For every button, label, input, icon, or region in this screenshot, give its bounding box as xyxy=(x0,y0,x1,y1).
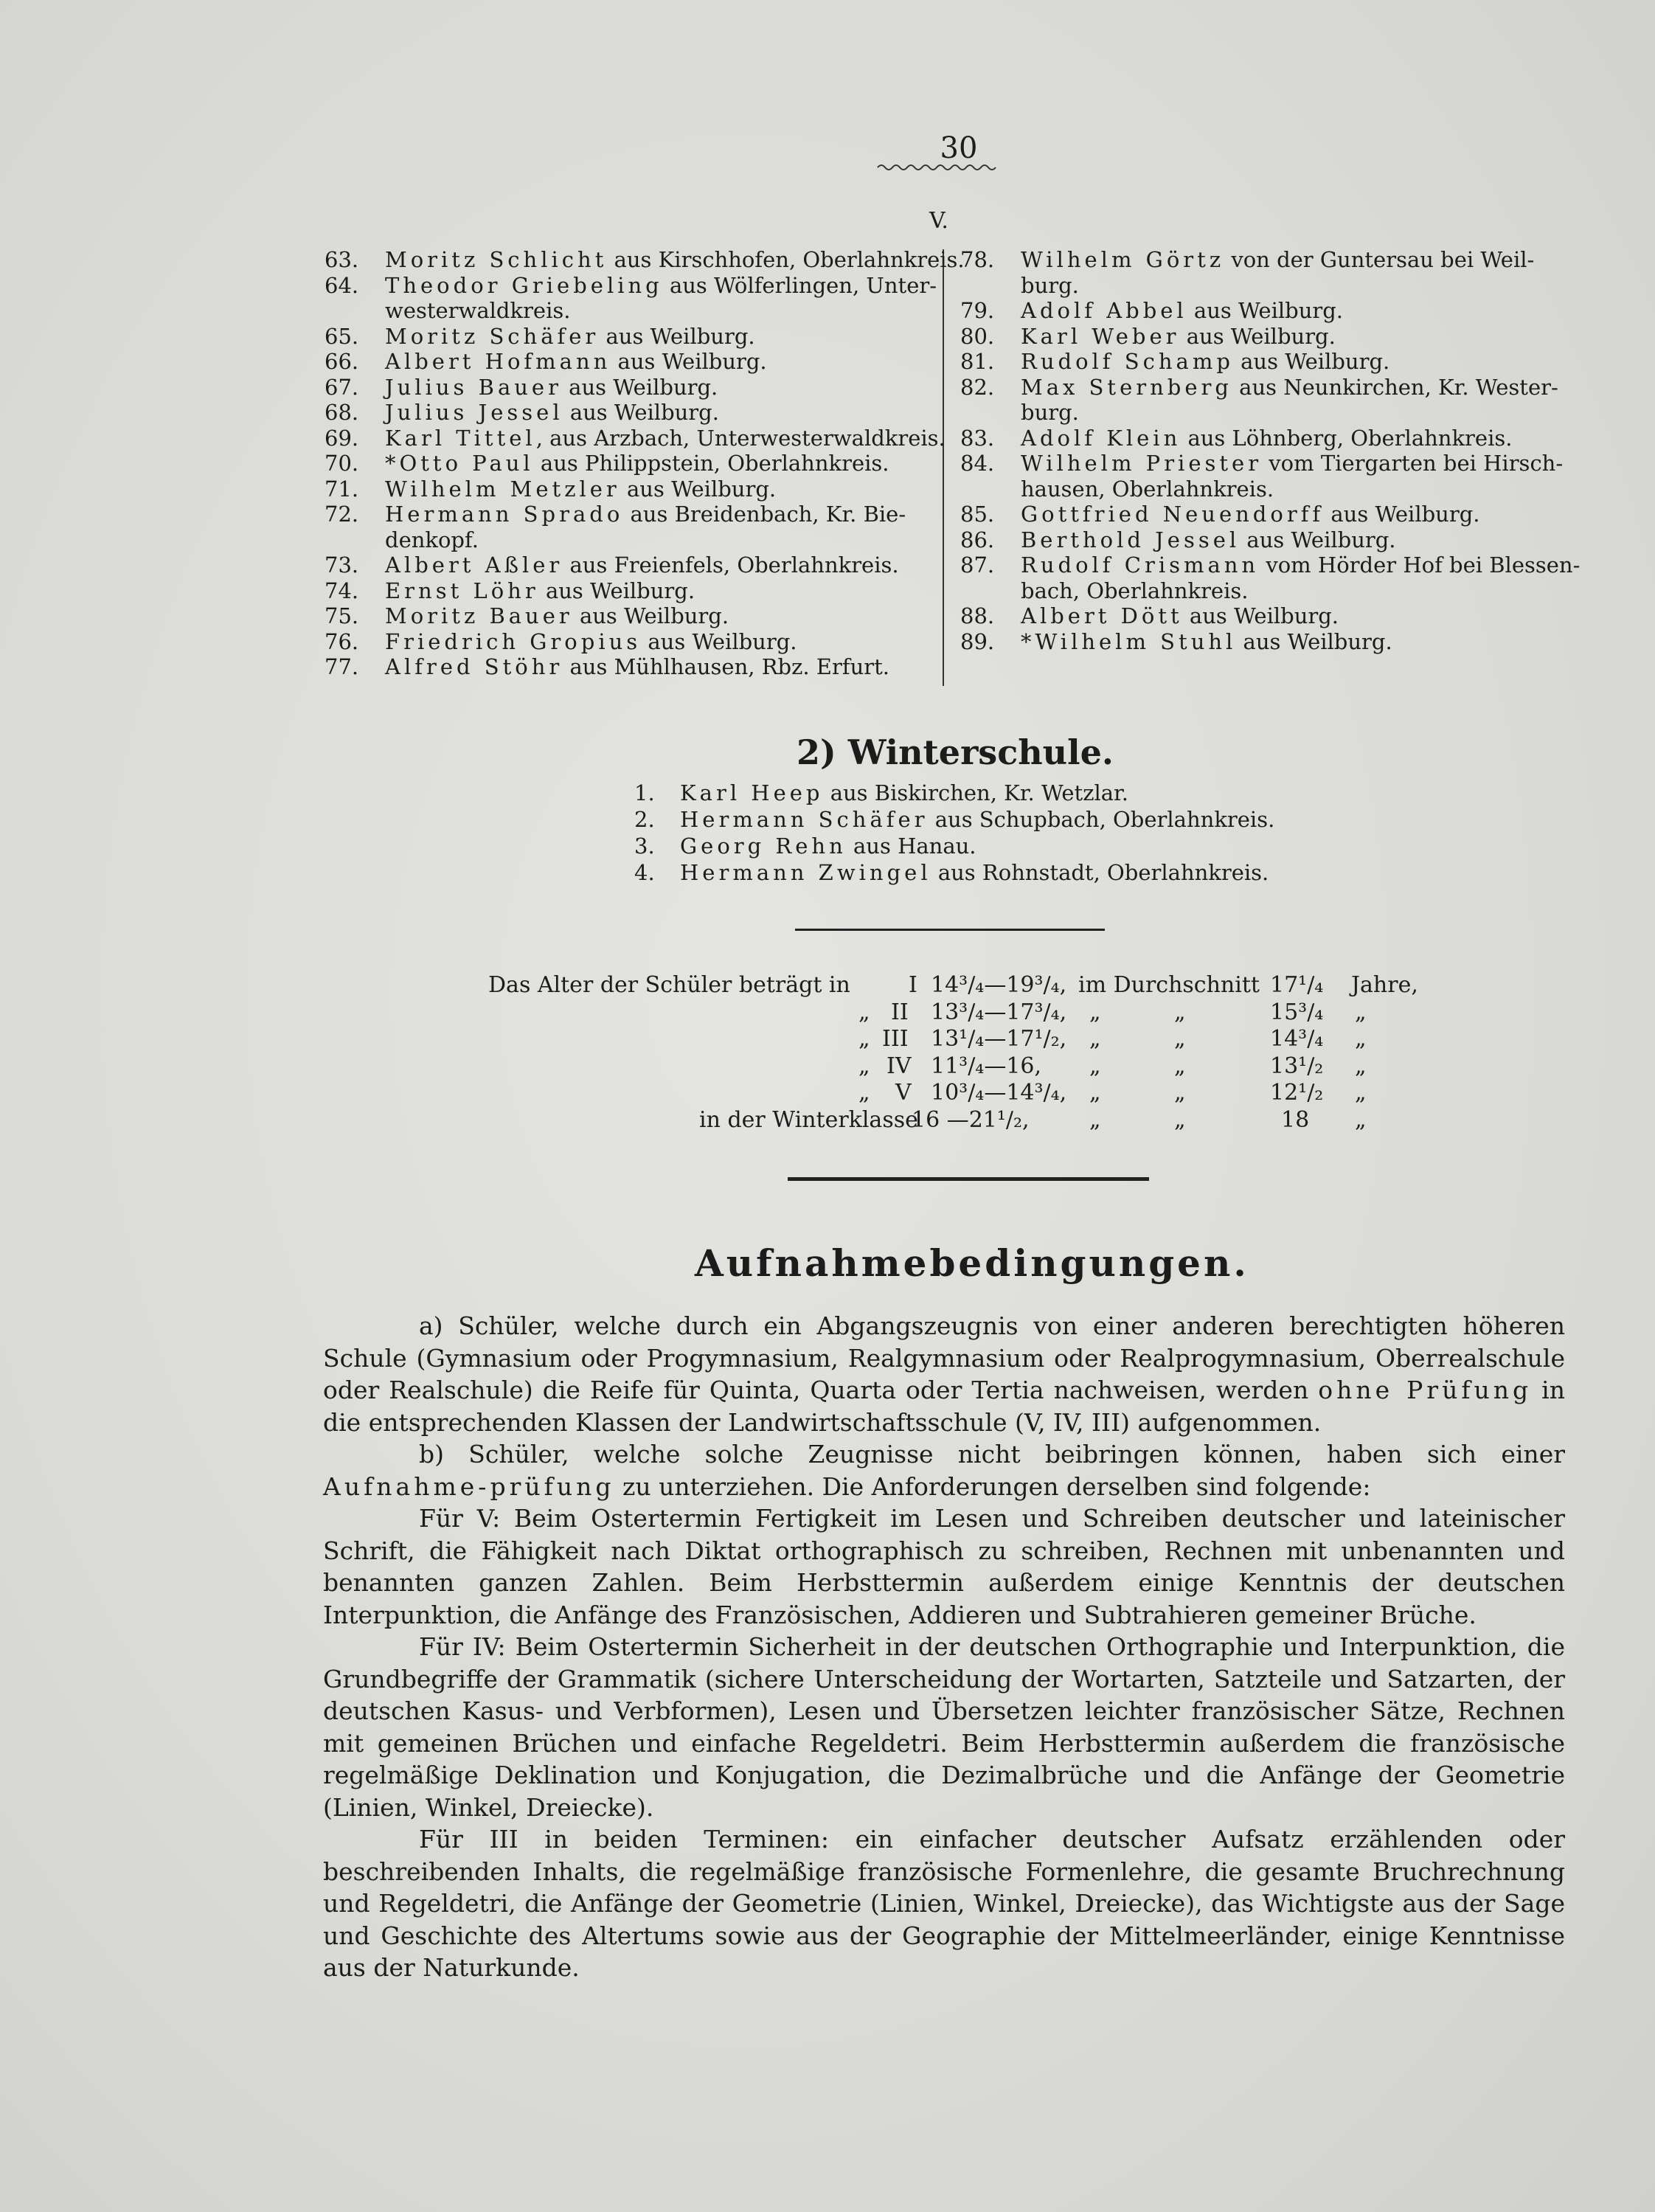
paragraph-b: b) Schüler, welche solche Zeugnisse nicht beibringen können, haben sich einer Aufnahme-prüfung zu unterziehen. Die Anforderungen derselben sind folgende: xyxy=(323,1440,1565,1501)
list-item: 68. Julius Jessel aus Weilburg. xyxy=(325,400,719,425)
list-item: 74. Ernst Löhr aus Weilburg. xyxy=(325,578,695,603)
divider-rule-thick xyxy=(788,1177,1149,1181)
list-item: 66. Albert Hofmann aus Weilburg. xyxy=(325,349,767,374)
list-item: 88. Albert Dött aus Weilburg. xyxy=(960,603,1339,628)
list-item: burg. xyxy=(1021,400,1079,425)
column-divider xyxy=(943,249,944,686)
list-item: 79. Adolf Abbel aus Weilburg. xyxy=(960,298,1344,323)
scanned-page: 30 V. 63. Moritz Schlicht aus Kirschhofen, Oberlahnkreis. 64. Theodor Griebeling aus Wölferlingen, Unter- westerwaldkreis. 65. Moritz Schäfer aus Weilburg. 66. Albert Hofmann aus Weilburg. 67. Julius Bauer aus Weilburg. 68. Julius Jessel aus Weilburg. 69. Karl Tittel, aus Arzbach, Unterwesterwaldkreis. 70. *Otto Paul aus Philippstein, Oberlahnkreis. 71. Wilhelm Metzler aus Weilburg. 72. Hermann Sprado aus Breidenbach, Kr. Bie- denkopf. 73. Albert Aßler aus Freienfels, Oberlahnkreis. 74. Ernst Löhr aus Weilburg. 75. Moritz Bauer aus Weilburg. 76. Friedrich Gropius aus Weilburg. 77. Alfred Stöhr aus Mühlhausen, Rbz. Erfurt. 78. Wilhelm Görtz von der Guntersau bei Weil- burg. 79. Adolf Abbel aus Weilburg. 80. Karl Weber aus Weilburg. 81. Rudolf Schamp aus Weilburg. 82. Max Sternberg aus Neunkirchen, Kr. Wester- burg. 83. Adolf Klein aus Löhnberg, Oberlahnkreis. 84. Wilhelm Priester vom Tiergarten bei Hirsch- hausen, Oberlahnkreis. 85. Gottfried Neuendorff aus Weilburg. 86. Berthold Jessel aus Weilburg. 87. Rudolf Crismann vom Hörder Hof bei Blessen- bach, Oberlahnkreis. 88. Albert Dött aus Weilburg. 89. *Wilhelm Stuhl aus Weilburg. 2) Winterschule. 1. Karl Heep aus Biskirchen, Kr. Wetzlar. 2. Hermann Schäfer aus Schupbach, Oberlahnkreis. 3. Georg Rehn aus Hanau. 4. Hermann Zwingel aus Rohnstadt, Oberlahnkreis. Das Alter der Schüler beträgt in I 14³/₄—19³/₄, im Durchschnitt 17¹/₄ Jahre, „ II 13³/₄—17³/₄, „ „ 15³/₄ „ „ III 13¹/₄—17¹/₂, „ „ 14³/₄ „ „ IV 11³/₄—16, „ „ 13¹/₂ „ „ V 10³/₄—14³/₄, „ „ 12¹/₂ „ in der Winterklasse 16 —21¹/₂, „ „ 18 „ Aufnahmebedingungen. a) Schüler, welche durch ein Abgangszeugnis von einer anderen berechtigten höheren Schule (Gymnasium oder Progymnasium, Realgymnasium oder Realprogymnasium, Oberrealschule oder Realschule) die Reife für Quinta, Quarta oder Tertia nachweisen, werden ohne Prüfung in die entsprechenden Klassen der Landwirtschaftsschule (V, IV, III) aufgenommen. b) Schüler, welche solche Zeugnisse nicht beibringen können, haben sich einer Aufnahme-prüfung zu unterziehen. Die Anforderungen derselben sind folgende: Für V: Beim Ostertermin Fertigkeit im Lesen und Schreiben deutscher und lateinischer Schrift, die Fähigkeit nach Diktat orthographisch zu schreiben, Rechnen mit unbenannten und benannten ganzen Zahlen. Beim Herbsttermin außerdem einige Kenntnis der deutschen Interpunktion, die Anfänge des Französischen, Addieren und Subtrahieren gemeiner Brüche. Für IV: Beim Ostertermin Sicherheit in der deutschen Orthographie und Interpunktion, die Grundbegriffe der Grammatik (sichere Unterscheidung der Wortarten, Satzteile und Satzarten, der deutschen Kasus- und Verbformen), Lesen und Übersetzen leichter französischer Sätze, Rechnen mit gemeinen Brüchen und einfache Regeldetri. Beim Herbsttermin außerdem die französische regelmäßige Deklination und Konjugation, die Dezimalbrüche und die Anfänge der Geometrie (Linien, Winkel, Dreiecke). Für III in beiden Terminen: ein einfacher deutscher Aufsatz erzählenden oder beschreibenden Inhalts, die regelmäßige französische Formenlehre, die gesamte Bruchrechnung und Regeldetri, die Anfänge der Geometrie (Linien, Winkel, Dreiecke), das Wichtigste aus der Sage und Geschichte des Altertums sowie aus der Geographie der Mittelmeerländer, einige Kenntnisse aus der Naturkunde. xyxy=(0,0,1655,2212)
list-item: 82. Max Sternberg aus Neunkirchen, Kr. Wester- xyxy=(960,374,1558,400)
list-item: bach, Oberlahnkreis. xyxy=(1021,578,1249,603)
paragraph-class-v: Für V: Beim Ostertermin Fertigkeit im Lesen und Schreiben deutscher und lateinischer Schrift, die Fähigkeit nach Diktat orthographisch zu schreiben, Rechnen mit unbenannten und benannten ganzen Zahlen. Beim Herbsttermin außerdem einige Kenntnis der deutschen Interpunktion, die Anfänge des Französischen, Addieren und Subtrahieren gemeiner Brüche. xyxy=(323,1504,1565,1629)
list-item: 72. Hermann Sprado aus Breidenbach, Kr. Bie- xyxy=(325,502,906,527)
list-item: 2. Hermann Schäfer aus Schupbach, Oberlahnkreis. xyxy=(634,807,1275,832)
list-item: 69. Karl Tittel, aus Arzbach, Unterwesterwaldkreis. xyxy=(325,425,946,451)
list-item: 73. Albert Aßler aus Freienfels, Oberlahnkreis. xyxy=(325,552,899,578)
paragraph-a: a) Schüler, welche durch ein Abgangszeugnis von einer anderen berechtigten höheren Schule (Gymnasium oder Progymnasium, Realgymnasium oder Realprogymnasium, Oberrealschule oder Realschule) die Reife für Quinta, Quarta oder Tertia nachweisen, werden ohne Prüfung in die entsprechenden Klassen der Landwirtschaftsschule (V, IV, III) aufgenommen. xyxy=(323,1311,1565,1437)
admission-heading: Aufnahmebedingungen. xyxy=(695,1241,1249,1285)
list-item: burg. xyxy=(1021,272,1079,298)
list-item: hausen, Oberlahnkreis. xyxy=(1021,476,1274,502)
list-item: 77. Alfred Stöhr aus Mühlhausen, Rbz. Erfurt. xyxy=(325,654,889,679)
list-item: 63. Moritz Schlicht aus Kirschhofen, Oberlahnkreis. xyxy=(325,247,965,272)
list-item: 83. Adolf Klein aus Löhnberg, Oberlahnkreis. xyxy=(960,425,1513,451)
list-item: 80. Karl Weber aus Weilburg. xyxy=(960,323,1336,349)
ornament-wave xyxy=(876,162,1002,173)
list-item: 71. Wilhelm Metzler aus Weilburg. xyxy=(325,476,777,502)
list-item: 1. Karl Heep aus Biskirchen, Kr. Wetzlar. xyxy=(634,780,1128,805)
winter-school-list xyxy=(634,780,1274,886)
list-item: 85. Gottfried Neuendorff aus Weilburg. xyxy=(960,502,1480,527)
list-item: 81. Rudolf Schamp aus Weilburg. xyxy=(960,349,1390,374)
student-list-left xyxy=(325,247,965,680)
list-item: 89. *Wilhelm Stuhl aus Weilburg. xyxy=(960,628,1392,654)
divider-rule xyxy=(795,929,1105,931)
list-item: 65. Moritz Schäfer aus Weilburg. xyxy=(325,323,755,349)
list-item: denkopf. xyxy=(385,527,479,552)
list-item: 86. Berthold Jessel aus Weilburg. xyxy=(960,527,1396,552)
list-item: 64. Theodor Griebeling aus Wölferlingen, Unter- xyxy=(325,272,937,298)
student-list-right xyxy=(960,247,1587,654)
list-item: 78. Wilhelm Görtz von der Guntersau bei Weil- xyxy=(960,247,1535,272)
list-item: 75. Moritz Bauer aus Weilburg. xyxy=(325,603,729,628)
paragraph-class-iii: Für III in beiden Terminen: ein einfacher deutscher Aufsatz erzählenden oder beschreibenden Inhalts, die regelmäßige französische Formenlehre, die gesamte Bruchrechnung und Regeldetri, die Anfänge der Geometrie (Linien, Winkel, Dreiecke), das Wichtigste aus der Sage und Geschichte des Altertums sowie aus der Geographie der Mittelmeerländer, einige Kenntnisse aus der Naturkunde. xyxy=(323,1825,1565,1982)
list-item: 87. Rudolf Crismann vom Hörder Hof bei Blessen- xyxy=(960,552,1581,578)
page-number: 30 xyxy=(940,131,978,165)
list-item: 4. Hermann Zwingel aus Rohnstadt, Oberlahnkreis. xyxy=(634,860,1269,885)
list-item: 67. Julius Bauer aus Weilburg. xyxy=(325,374,718,400)
list-item: 3. Georg Rehn aus Hanau. xyxy=(634,833,976,859)
list-item: 70. *Otto Paul aus Philippstein, Oberlahnkreis. xyxy=(325,451,889,476)
list-item: 76. Friedrich Gropius aus Weilburg. xyxy=(325,628,797,654)
section-label: V. xyxy=(929,208,948,234)
list-item: 84. Wilhelm Priester vom Tiergarten bei Hirsch- xyxy=(960,451,1564,476)
list-item: westerwaldkreis. xyxy=(385,298,571,323)
paragraph-class-iv: Für IV: Beim Ostertermin Sicherheit in der deutschen Orthographie und Interpunktion, die Grundbegriffe der Grammatik (sichere Unterscheidung der Wortarten, Satzteile und Satzarten, der deutschen Kasus- und Verbformen), Lesen und Übersetzen leichter französischer Sätze, Rechnen mit gemeinen Brüchen und einfache Regeldetri. Beim Herbsttermin außerdem die französische regelmäßige Deklination und Konjugation, die Dezimalbrüche und die Anfänge der Geometrie (Linien, Winkel, Dreiecke). xyxy=(323,1632,1565,1822)
admission-text xyxy=(323,1310,1565,1984)
winter-school-heading: 2) Winterschule. xyxy=(797,732,1114,772)
